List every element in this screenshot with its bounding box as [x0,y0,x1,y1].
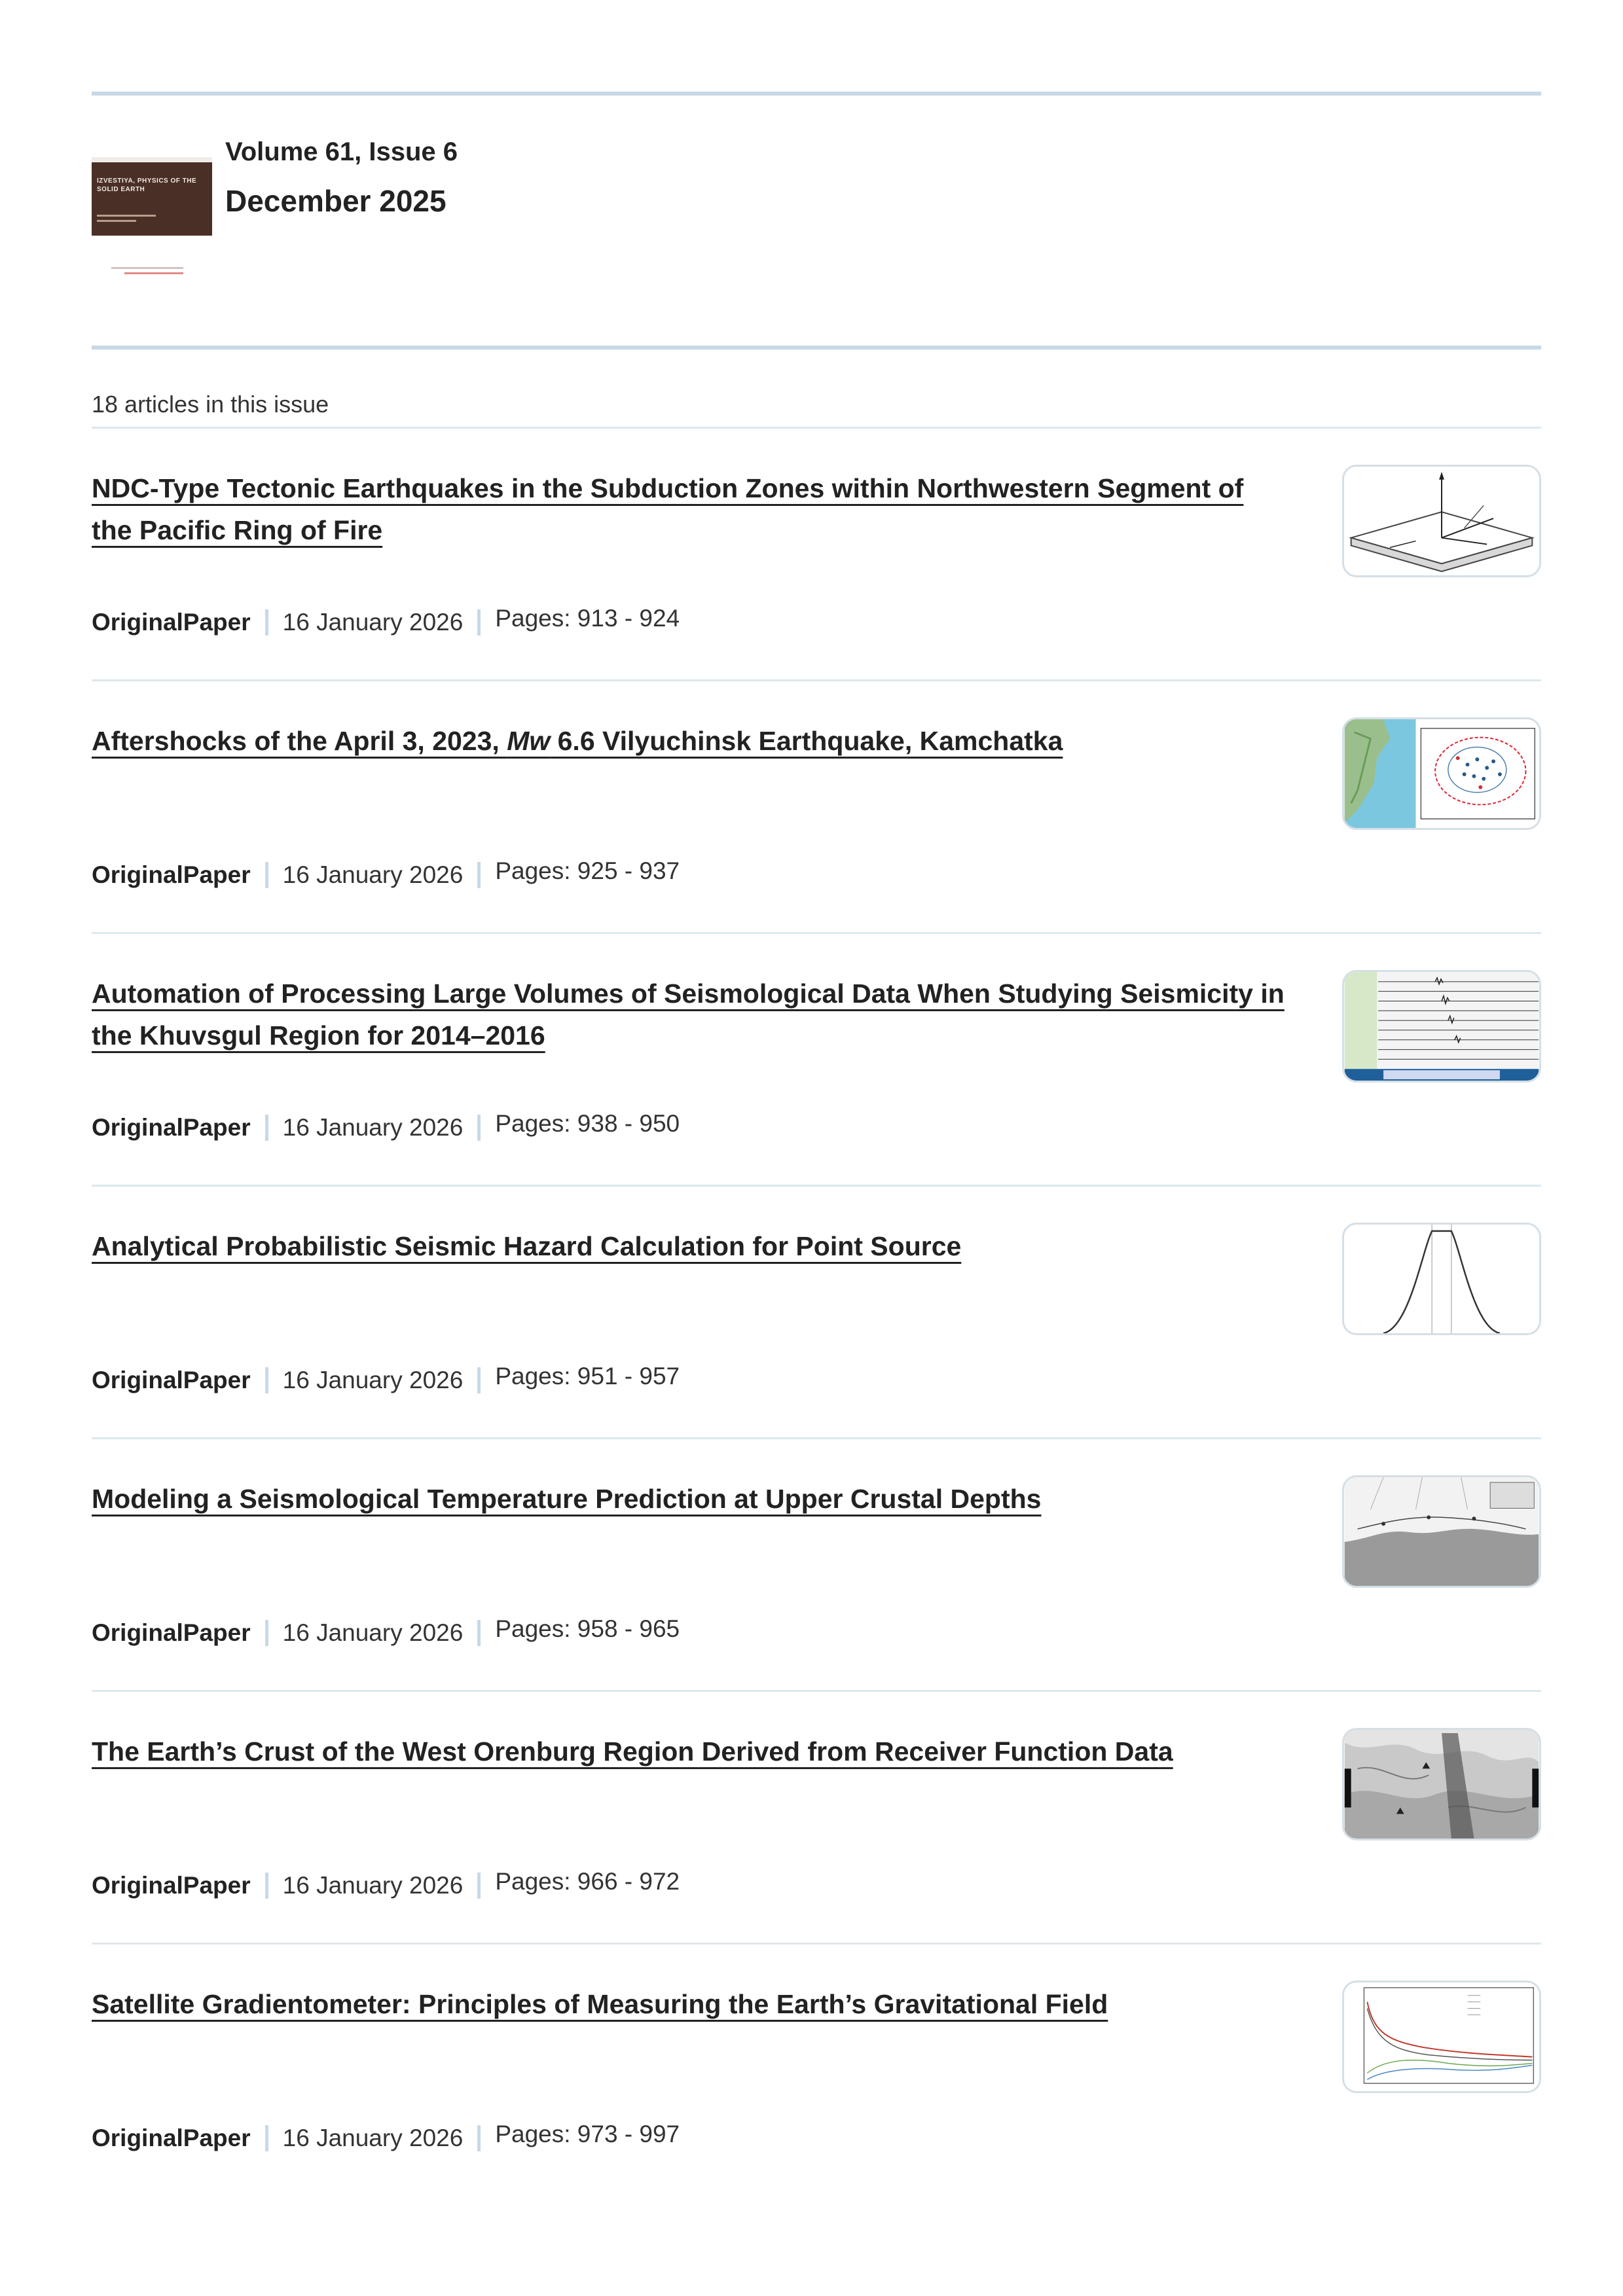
article-title-link[interactable] [92,1731,1290,1772]
article-title-part: 6.6 Vilyuchinsk Earthquake, Kamchatka [550,726,1063,756]
article-item [92,1983,1541,2236]
cover-footer [92,236,212,288]
article-title[interactable]: Satellite Gradientometer: Principles of Measuring the Earth’s Gravitational Field [92,1989,1108,2019]
article-title-link[interactable] [92,973,1290,1056]
article-thumbnail[interactable] [1342,1981,1541,2093]
article-item [92,1478,1541,1731]
article-date: 16 January 2026 [282,1367,464,1393]
crustal-section-icon [1344,1477,1539,1586]
meta-separator [477,2125,481,2151]
cover-title: IZVESTIYA, PHYSICS OF THE SOLID EARTH [97,177,197,193]
article-title[interactable] [92,726,1063,756]
meta-separator [477,1873,481,1899]
article-type: OriginalPaper [92,1619,251,1646]
article-pages: Pages: 925 - 937 [495,857,680,884]
article-pages: Pages: 913 - 924 [495,605,680,632]
list-divider [92,679,1541,681]
relief-map-icon [1344,1730,1539,1839]
logo-line [111,267,183,269]
fault-plane-diagram-icon [1344,467,1539,575]
publisher-logo [105,267,196,276]
article-thumbnail[interactable] [1342,1475,1541,1588]
article-thumbnail[interactable] [1342,1728,1541,1840]
meta-separator [477,1620,481,1646]
bell-curve-icon [1344,1225,1539,1333]
article-type: OriginalPaper [92,609,251,636]
article-type: OriginalPaper [92,861,251,888]
top-divider [92,92,1541,96]
gradient-plot-icon [1344,1982,1539,2091]
article-meta [92,1617,680,1649]
meta-separator [265,1873,268,1899]
list-divider [92,427,1541,429]
article-date: 16 January 2026 [282,2125,464,2151]
cover-panel [92,162,212,236]
header-divider [92,346,1541,350]
article-title[interactable]: The Earth’s Crust of the West Orenburg Region Derived from Receiver Function Data [92,1736,1173,1767]
list-divider [92,1943,1541,1945]
article-pages: Pages: 973 - 997 [495,2121,680,2147]
list-divider [92,1690,1541,1692]
meta-separator [265,609,268,636]
article-date: 16 January 2026 [282,1872,464,1899]
journal-cover-image[interactable] [92,157,212,288]
article-meta [92,1364,680,1397]
article-item [92,720,1541,973]
article-title[interactable]: Automation of Processing Large Volumes of Seismological Data When Studying Seismicity in the Khuvsgul Region for 2014–2016 [92,978,1285,1050]
article-title[interactable]: Modeling a Seismological Temperature Prediction at Upper Crustal Depths [92,1484,1042,1514]
article-title-part: Aftershocks of the April 3, 2023, [92,726,507,756]
logo-line [124,272,183,274]
article-item [92,973,1541,1225]
article-pages: Pages: 951 - 957 [495,1363,680,1390]
meta-separator [265,862,268,888]
article-date: 16 January 2026 [282,1619,464,1646]
meta-separator [477,609,481,636]
article-title[interactable]: Analytical Probabilistic Seismic Hazard Calculation for Point Source [92,1231,962,1261]
article-title-link[interactable] [92,1983,1290,2025]
article-type: OriginalPaper [92,1114,251,1141]
meta-separator [265,1115,268,1141]
article-meta [92,1869,680,1902]
seismogram-icon [1344,972,1539,1081]
cover-strip [92,157,212,162]
aftershock-map-icon [1344,719,1539,828]
article-pages: Pages: 938 - 950 [495,1110,680,1137]
issue-page [92,0,1541,2296]
meta-separator [477,862,481,888]
meta-separator [477,1115,481,1141]
article-title-link[interactable] [92,720,1290,762]
article-item [92,1731,1541,1983]
meta-separator [265,2125,268,2151]
issue-date: December 2025 [225,184,447,218]
article-meta [92,1111,680,1144]
article-date: 16 January 2026 [282,609,464,636]
article-thumbnail[interactable] [1342,1223,1541,1335]
article-count: 18 articles in this issue [92,391,329,418]
article-title-link[interactable] [92,1478,1290,1520]
cover-line [97,220,136,222]
list-divider [92,1437,1541,1439]
article-meta [92,2122,680,2155]
list-divider [92,932,1541,934]
article-item [92,1225,1541,1478]
article-type: OriginalPaper [92,1872,251,1899]
meta-separator [265,1367,268,1393]
article-date: 16 January 2026 [282,861,464,888]
article-title[interactable]: NDC-Type Tectonic Earthquakes in the Subduction Zones within Northwestern Segment of the Pacific Ring of Fire [92,473,1244,545]
article-thumbnail[interactable] [1342,717,1541,830]
article-type: OriginalPaper [92,2125,251,2151]
list-divider [92,1185,1541,1187]
volume-issue-label: Volume 61, Issue 6 [225,137,458,166]
article-title-link[interactable] [92,467,1290,551]
article-meta [92,859,680,891]
article-thumbnail[interactable] [1342,970,1541,1083]
cover-line [97,215,156,217]
meta-separator [477,1367,481,1393]
article-title-italic: Mw [507,726,551,756]
article-item [92,467,1541,720]
article-meta [92,606,680,639]
article-type: OriginalPaper [92,1367,251,1393]
article-title-link[interactable] [92,1225,1290,1267]
article-pages: Pages: 966 - 972 [495,1868,680,1895]
article-thumbnail[interactable] [1342,465,1541,577]
meta-separator [265,1620,268,1646]
article-pages: Pages: 958 - 965 [495,1615,680,1642]
article-date: 16 January 2026 [282,1114,464,1141]
